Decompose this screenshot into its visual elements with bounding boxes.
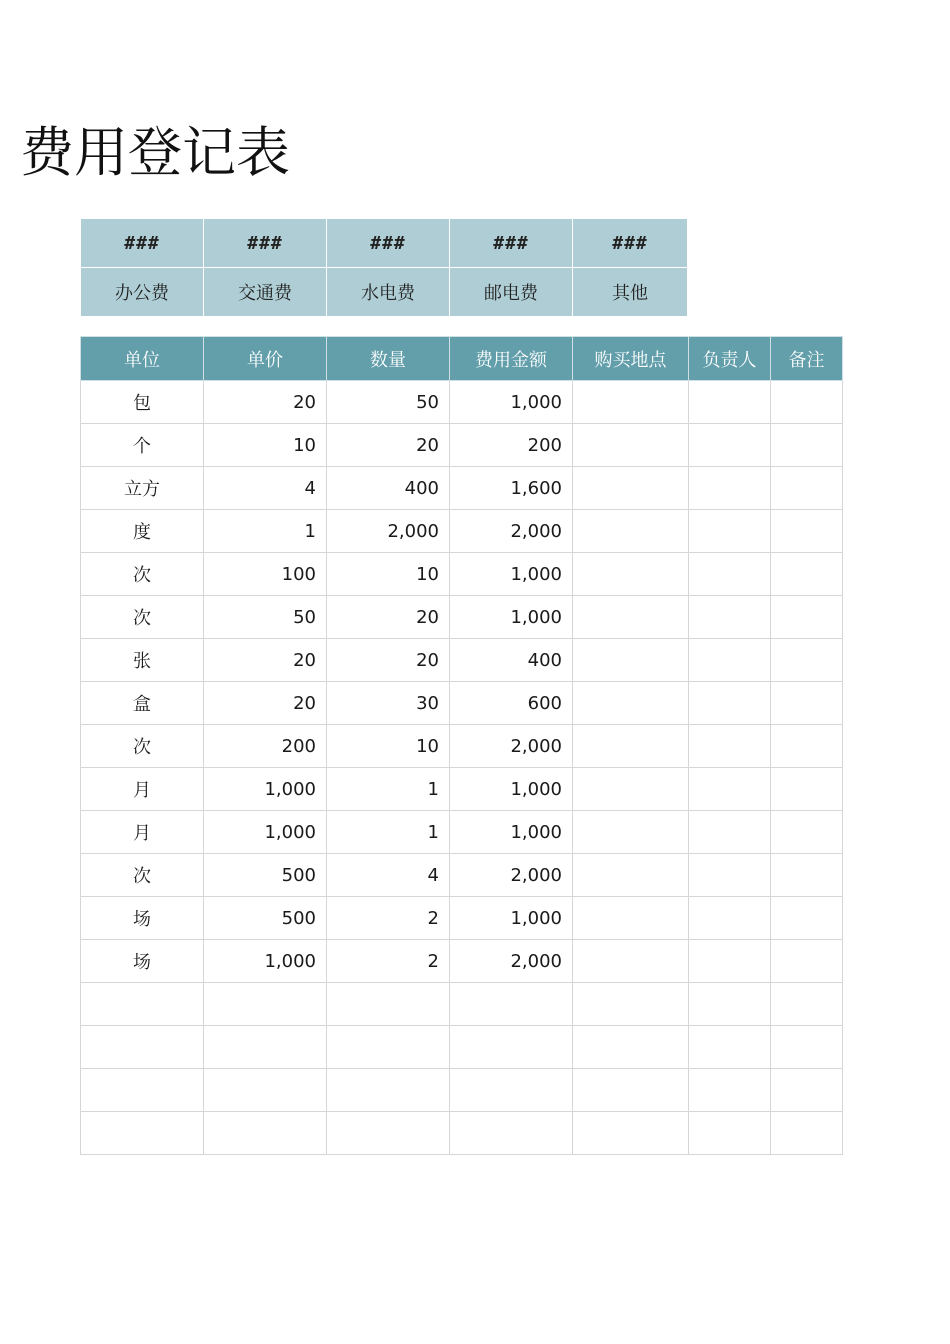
- cell-person[interactable]: [689, 1069, 771, 1112]
- cell-notes[interactable]: [771, 768, 843, 811]
- cell-notes[interactable]: [771, 1026, 843, 1069]
- table-row: [81, 1026, 843, 1069]
- summary-label-utilities: 水电费: [327, 268, 450, 317]
- cell-person[interactable]: [689, 940, 771, 983]
- cell-unit[interactable]: 场: [81, 940, 204, 983]
- cell-person[interactable]: [689, 1026, 771, 1069]
- table-row: [81, 940, 843, 983]
- cell-unit[interactable]: 次: [81, 854, 204, 897]
- cell-place[interactable]: [573, 940, 689, 983]
- cell-quantity[interactable]: 50: [327, 381, 450, 424]
- cell-place[interactable]: [573, 467, 689, 510]
- cell-place[interactable]: [573, 768, 689, 811]
- table-row: [81, 983, 843, 1026]
- summary-value-transport[interactable]: ###: [204, 219, 327, 268]
- cell-notes[interactable]: [771, 467, 843, 510]
- summary-values-row: [81, 219, 688, 268]
- summary-label-office: 办公费: [81, 268, 204, 317]
- cell-notes[interactable]: [771, 381, 843, 424]
- summary-value-other[interactable]: ###: [573, 219, 688, 268]
- col-header-unit: 单位: [81, 337, 204, 381]
- cell-place[interactable]: [573, 381, 689, 424]
- cell-notes[interactable]: [771, 424, 843, 467]
- summary-value-office[interactable]: ###: [81, 219, 204, 268]
- cell-notes[interactable]: [771, 553, 843, 596]
- cell-person[interactable]: [689, 467, 771, 510]
- cell-amount[interactable]: 1,000: [450, 768, 573, 811]
- page-title: 费用登记表: [20, 121, 290, 184]
- cell-unit[interactable]: 度: [81, 510, 204, 553]
- table-row: [81, 596, 843, 639]
- cell-amount[interactable]: [450, 1069, 573, 1112]
- expense-table: [80, 336, 843, 1155]
- cell-quantity[interactable]: 20: [327, 596, 450, 639]
- cell-amount[interactable]: 400: [450, 639, 573, 682]
- cell-amount[interactable]: [450, 1026, 573, 1069]
- cell-amount[interactable]: 1,000: [450, 381, 573, 424]
- cell-person[interactable]: [689, 424, 771, 467]
- cell-amount[interactable]: 2,000: [450, 725, 573, 768]
- cell-quantity[interactable]: 30: [327, 682, 450, 725]
- cell-notes[interactable]: [771, 510, 843, 553]
- cell-unit-price[interactable]: [204, 1069, 327, 1112]
- cell-amount[interactable]: 2,000: [450, 940, 573, 983]
- cell-unit[interactable]: [81, 1069, 204, 1112]
- cell-amount[interactable]: [450, 983, 573, 1026]
- cell-place[interactable]: [573, 854, 689, 897]
- cell-place[interactable]: [573, 1026, 689, 1069]
- col-header-unit-price: 单价: [204, 337, 327, 381]
- cell-person[interactable]: [689, 768, 771, 811]
- table-body: [81, 381, 843, 1155]
- col-header-place: 购买地点: [573, 337, 689, 381]
- cell-quantity[interactable]: 20: [327, 639, 450, 682]
- cell-unit-price[interactable]: [204, 983, 327, 1026]
- cell-unit[interactable]: 包: [81, 381, 204, 424]
- cell-amount[interactable]: 1,000: [450, 596, 573, 639]
- cell-unit[interactable]: 盒: [81, 682, 204, 725]
- cell-amount[interactable]: 1,000: [450, 811, 573, 854]
- cell-person[interactable]: [689, 1112, 771, 1155]
- cell-unit[interactable]: [81, 1026, 204, 1069]
- summary-label-postal: 邮电费: [450, 268, 573, 317]
- cell-person[interactable]: [689, 639, 771, 682]
- cell-unit-price[interactable]: 50: [204, 596, 327, 639]
- cell-place[interactable]: [573, 510, 689, 553]
- cell-unit[interactable]: 月: [81, 811, 204, 854]
- cell-unit-price[interactable]: [204, 1026, 327, 1069]
- cell-unit[interactable]: 场: [81, 897, 204, 940]
- cell-person[interactable]: [689, 553, 771, 596]
- table-row: [81, 682, 843, 725]
- table-row: [81, 381, 843, 424]
- cell-unit-price[interactable]: 20: [204, 381, 327, 424]
- summary-value-utilities[interactable]: ###: [327, 219, 450, 268]
- cell-quantity[interactable]: 1: [327, 811, 450, 854]
- cell-unit-price[interactable]: 500: [204, 897, 327, 940]
- cell-notes[interactable]: [771, 682, 843, 725]
- cell-notes[interactable]: [771, 983, 843, 1026]
- cell-unit-price[interactable]: 20: [204, 639, 327, 682]
- cell-amount[interactable]: [450, 1112, 573, 1155]
- cell-person[interactable]: [689, 811, 771, 854]
- cell-unit[interactable]: 次: [81, 553, 204, 596]
- cell-notes[interactable]: [771, 639, 843, 682]
- cell-place[interactable]: [573, 725, 689, 768]
- cell-quantity[interactable]: 400: [327, 467, 450, 510]
- cell-notes[interactable]: [771, 940, 843, 983]
- cell-unit-price[interactable]: 4: [204, 467, 327, 510]
- cell-notes[interactable]: [771, 854, 843, 897]
- col-header-quantity: 数量: [327, 337, 450, 381]
- table-row: [81, 639, 843, 682]
- col-header-notes: 备注: [771, 337, 843, 381]
- cell-quantity[interactable]: 20: [327, 424, 450, 467]
- table-row: [81, 897, 843, 940]
- table-row: [81, 467, 843, 510]
- cell-unit-price[interactable]: 1,000: [204, 811, 327, 854]
- cell-quantity[interactable]: [327, 1112, 450, 1155]
- cell-quantity[interactable]: 2: [327, 940, 450, 983]
- cell-place[interactable]: [573, 811, 689, 854]
- cell-unit[interactable]: 次: [81, 596, 204, 639]
- table-row: [81, 424, 843, 467]
- cell-unit-price[interactable]: 1,000: [204, 940, 327, 983]
- table-row: [81, 510, 843, 553]
- cell-quantity[interactable]: [327, 1026, 450, 1069]
- cell-quantity[interactable]: 4: [327, 854, 450, 897]
- cell-person[interactable]: [689, 983, 771, 1026]
- cell-person[interactable]: [689, 682, 771, 725]
- cell-notes[interactable]: [771, 811, 843, 854]
- cell-notes[interactable]: [771, 897, 843, 940]
- table-row: [81, 1069, 843, 1112]
- cell-unit[interactable]: 立方: [81, 467, 204, 510]
- cell-person[interactable]: [689, 596, 771, 639]
- cell-place[interactable]: [573, 682, 689, 725]
- cell-quantity[interactable]: [327, 983, 450, 1026]
- cell-unit-price[interactable]: 20: [204, 682, 327, 725]
- cell-place[interactable]: [573, 553, 689, 596]
- cell-amount[interactable]: 2,000: [450, 854, 573, 897]
- col-header-amount: 费用金额: [450, 337, 573, 381]
- cell-place[interactable]: [573, 1112, 689, 1155]
- cell-amount[interactable]: 1,000: [450, 553, 573, 596]
- cell-notes[interactable]: [771, 1069, 843, 1112]
- cell-quantity[interactable]: 2: [327, 897, 450, 940]
- cell-place[interactable]: [573, 983, 689, 1026]
- cell-unit[interactable]: [81, 983, 204, 1026]
- cell-person[interactable]: [689, 381, 771, 424]
- cell-unit[interactable]: [81, 1112, 204, 1155]
- cell-unit-price[interactable]: 500: [204, 854, 327, 897]
- cell-amount[interactable]: 600: [450, 682, 573, 725]
- cell-unit-price[interactable]: 200: [204, 725, 327, 768]
- cell-unit[interactable]: 月: [81, 768, 204, 811]
- cell-place[interactable]: [573, 424, 689, 467]
- cell-unit[interactable]: 次: [81, 725, 204, 768]
- cell-place[interactable]: [573, 596, 689, 639]
- title-area: [20, 118, 320, 190]
- cell-quantity[interactable]: 10: [327, 725, 450, 768]
- cell-person[interactable]: [689, 854, 771, 897]
- cell-notes[interactable]: [771, 725, 843, 768]
- table-row: [81, 1112, 843, 1155]
- table-row: [81, 553, 843, 596]
- cell-quantity[interactable]: 2,000: [327, 510, 450, 553]
- cell-place[interactable]: [573, 897, 689, 940]
- cell-unit-price[interactable]: [204, 1112, 327, 1155]
- cell-notes[interactable]: [771, 1112, 843, 1155]
- cell-amount[interactable]: 1,600: [450, 467, 573, 510]
- col-header-person: 负责人: [689, 337, 771, 381]
- cell-unit[interactable]: 张: [81, 639, 204, 682]
- summary-value-postal[interactable]: ###: [450, 219, 573, 268]
- cell-amount[interactable]: 1,000: [450, 897, 573, 940]
- table-row: [81, 811, 843, 854]
- table-row: [81, 725, 843, 768]
- cell-person[interactable]: [689, 510, 771, 553]
- cell-unit-price[interactable]: 1: [204, 510, 327, 553]
- table-row: [81, 768, 843, 811]
- summary-label-other: 其他: [573, 268, 688, 317]
- cell-person[interactable]: [689, 725, 771, 768]
- cell-unit-price[interactable]: 100: [204, 553, 327, 596]
- summary-labels-row: [81, 268, 688, 317]
- table-row: [81, 854, 843, 897]
- cell-person[interactable]: [689, 897, 771, 940]
- table-header-row: [81, 337, 843, 381]
- cell-place[interactable]: [573, 639, 689, 682]
- cell-quantity[interactable]: [327, 1069, 450, 1112]
- cell-unit[interactable]: 个: [81, 424, 204, 467]
- cell-unit-price[interactable]: 10: [204, 424, 327, 467]
- cell-quantity[interactable]: 10: [327, 553, 450, 596]
- summary-table: [80, 218, 688, 317]
- cell-quantity[interactable]: 1: [327, 768, 450, 811]
- cell-unit-price[interactable]: 1,000: [204, 768, 327, 811]
- cell-amount[interactable]: 2,000: [450, 510, 573, 553]
- cell-amount[interactable]: 200: [450, 424, 573, 467]
- cell-notes[interactable]: [771, 596, 843, 639]
- cell-place[interactable]: [573, 1069, 689, 1112]
- summary-label-transport: 交通费: [204, 268, 327, 317]
